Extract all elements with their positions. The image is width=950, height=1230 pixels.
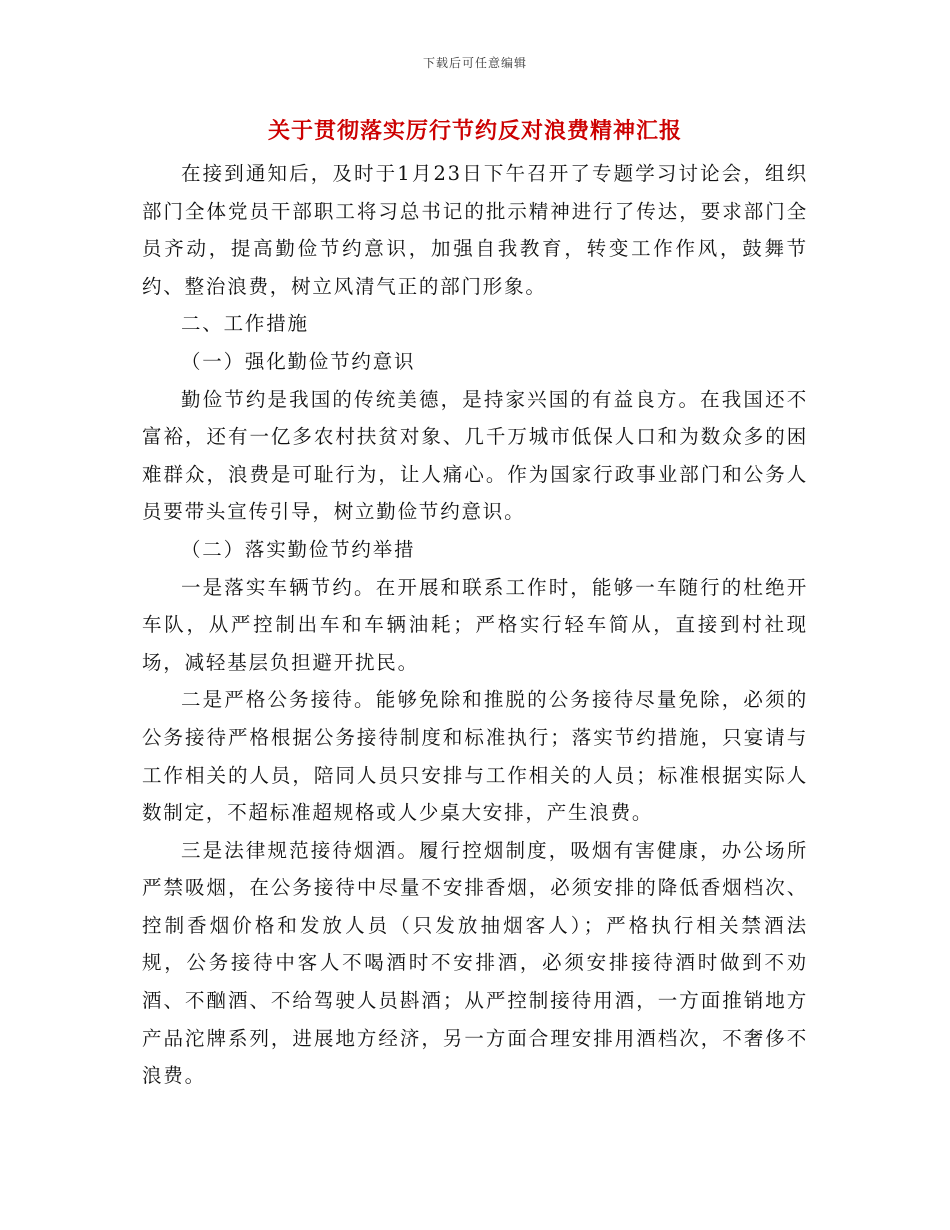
section-heading-work-measures: 二、工作措施 [181, 312, 309, 336]
paragraph-intro: 在接到通知后，及时于1月23日下午召开了专题学习讨论会，组织部门全体党员干部职工将习总书记的批示精神进行了传达，要求部门全员齐动，提高勤俭节约意识，加强自我教育，转变工作作风，鼓舞节约、整治浪费，树立风清气正的部门形象。 [142, 162, 808, 298]
subsection-heading-measures: （二）落实勤俭节约举措 [181, 537, 416, 561]
header-note: 下载后可任意编辑 [422, 56, 527, 70]
paragraph-vehicles: 一是落实车辆节约。在开展和联系工作时，能够一车随行的杜绝开车队，从严控制出车和车辆油耗；严格实行轻车简从，直接到村社现场，减轻基层负担避开扰民。 [142, 575, 808, 674]
paragraph-tobacco-alcohol: 三是法律规范接待烟酒。履行控烟制度，吸烟有害健康，办公场所严禁吸烟，在公务接待中尽量不安排香烟，必须安排的降低香烟档次、控制香烟价格和发放人员（只发放抽烟客人）；严格执行相关禁酒法规，公务接待中客人不喝酒时不安排酒，必须安排接待酒时做到不劝酒、不酗酒、不给驾驶人员斟酒；从严控制接待用酒，一方面推销地方产品沱牌系列，进展地方经济，另一方面合理安排用酒档次，不奢侈不浪费。 [142, 838, 808, 1088]
subsection-heading-awareness: （一）强化勤俭节约意识 [181, 349, 416, 373]
document-body [142, 155, 808, 1095]
document-title: 关于贯彻落实厉行节约反对浪费精神汇报 [267, 118, 682, 144]
paragraph-awareness: 勤俭节约是我国的传统美德，是持家兴国的有益良方。在我国还不富裕，还有一亿多农村扶贫对象、几千万城市低保人口和为数众多的困难群众，浪费是可耻行为，让人痛心。作为国家行政事业部门和公务人员要带头宣传引导，树立勤俭节约意识。 [142, 387, 808, 524]
paragraph-reception: 二是严格公务接待。能够免除和推脱的公务接待尽量免除，必须的公务接待严格根据公务接待制度和标准执行；落实节约措施，只宴请与工作相关的人员，陪同人员只安排与工作相关的人员；标准根据实际人数制定，不超标准超规格或人少桌大安排，产生浪费。 [142, 688, 808, 825]
